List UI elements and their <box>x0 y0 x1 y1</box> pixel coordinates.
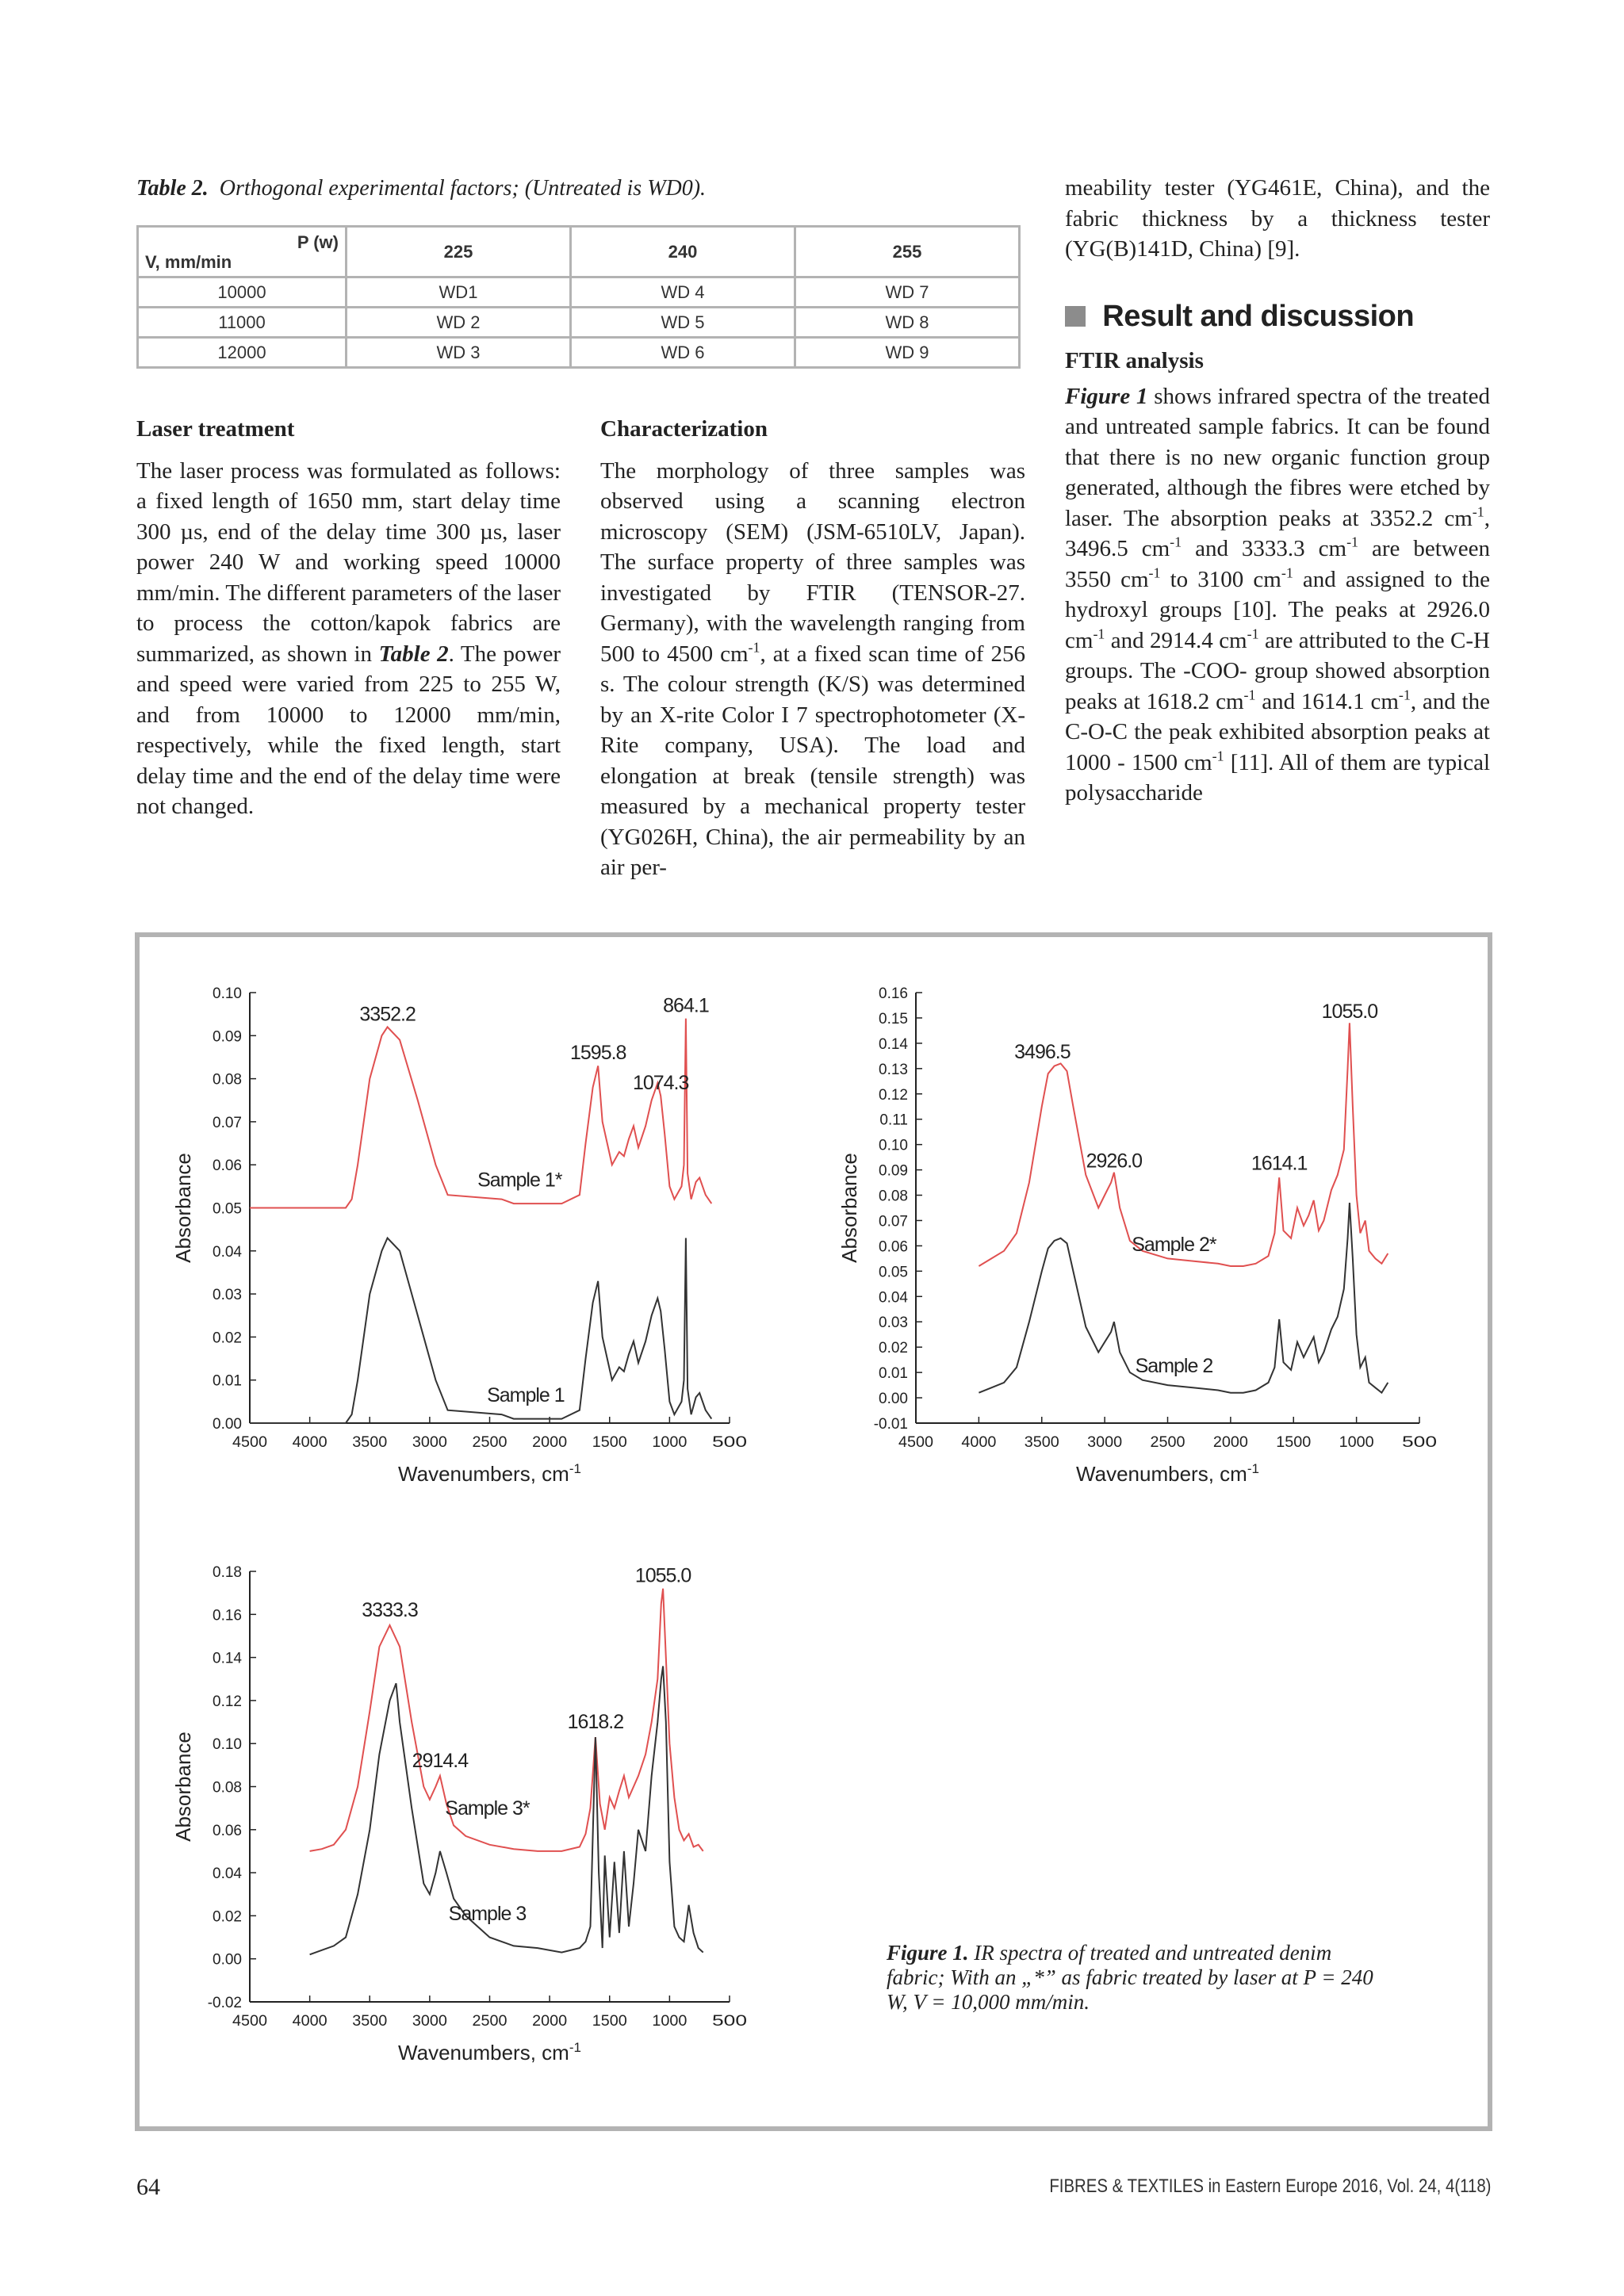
peak-label: Sample 1* <box>477 1169 562 1192</box>
table2-caption <box>136 176 706 201</box>
y-tick-label: 0.10 <box>879 1137 908 1154</box>
peak-label: Sample 3 <box>448 1902 527 1925</box>
peak-label: 1618.2 <box>567 1711 624 1734</box>
y-tick-label: 0.00 <box>213 1951 242 1969</box>
characterization-heading: Characterization <box>600 416 768 442</box>
y-tick-label: 0.10 <box>213 1736 242 1754</box>
x-tick-label: 1500 <box>592 1434 627 1451</box>
x-axis-label-sup: -1 <box>569 1461 581 1476</box>
y-tick-label: 0.06 <box>879 1238 908 1256</box>
y-tick-label: 0.16 <box>879 985 908 1002</box>
x-tick-label: 3000 <box>1087 1434 1123 1451</box>
table2-cell: WD 6 <box>571 338 795 368</box>
x-tick-label: 3000 <box>412 2013 447 2030</box>
x-tick-label: 4500 <box>232 2013 267 2030</box>
y-tick-label: 0.08 <box>213 1779 242 1797</box>
peak-label: Sample 2 <box>1135 1355 1213 1378</box>
x-tick-label: 2000 <box>532 1434 568 1451</box>
y-tick-label: 0.08 <box>879 1188 908 1205</box>
x-tick-label: 2500 <box>1150 1434 1185 1451</box>
y-tick-label: 0.00 <box>213 1416 242 1433</box>
y-tick-label: 0.01 <box>213 1372 242 1390</box>
y-tick-label: 0.03 <box>879 1314 908 1332</box>
y-tick-label: 0.03 <box>213 1287 242 1304</box>
table2-cell: WD 3 <box>347 338 571 368</box>
y-tick-label: 0.07 <box>213 1114 242 1131</box>
table2-cell: WD 5 <box>571 308 795 338</box>
y-tick-label: -0.02 <box>207 1995 242 2011</box>
y-tick-label: 0.01 <box>879 1365 908 1383</box>
ftir-paragraph: Figure 1 shows infrared spectra of the treated and untreated sample fabrics. It can be found that there is no new organic function group generated, although the fibres were etched by laser. The absorption peaks at 3352.2 $cm^{-1}$, 3496.5 $cm^{-1}$ and 3333.3 $cm^{-1}$ are between 3550 $cm^{-1}$ to 3100 $cm^{-1}$ and assigned to the hydroxyl groups [10]. The peaks at 2926.0 $cm^{-1}$ and 2914.4 $cm^{-1}$ are attributed to the C-H groups. The -COO- group showed absorption peaks at 1618.2 $cm^{-1}$ and 1614.1 $cm^{-1}$, and the C-O-C the peak exhibited absorption peaks at 1000 - 1500 $cm^{-1}$ [11]. All of them are typical polysaccharide <box>1065 383 1491 806</box>
y-tick-label: 0.18 <box>213 1564 242 1581</box>
peak-label: Sample 3* <box>445 1797 530 1820</box>
x-tick-label: 4000 <box>292 1434 327 1451</box>
table2-cell: WD 7 <box>795 277 1020 308</box>
y-tick-label: 0.14 <box>879 1035 908 1053</box>
journal-footer: FIBRES & TEXTILES in Eastern Europe 2016, Vol. 24, 4(118) <box>1048 2175 1491 2197</box>
peak-label: 3352.2 <box>359 1003 416 1026</box>
peak-label: 1055.0 <box>1321 1000 1378 1023</box>
peak-label: Sample 2* <box>1132 1233 1216 1256</box>
y-tick-label: 0.06 <box>213 1822 242 1839</box>
right-column <box>1065 173 1490 809</box>
y-tick-label: 0.11 <box>879 1112 908 1129</box>
table2-ref: Table 2 <box>378 641 449 667</box>
y-tick-label: 0.07 <box>879 1213 908 1230</box>
x-tick-label: 4500 <box>232 1434 267 1451</box>
x-tick-label: 3500 <box>352 2013 388 2030</box>
y-axis-label: Absorbance <box>171 1153 195 1263</box>
x-tick-label: 1000 <box>652 1434 688 1451</box>
x-tick-label: 1500 <box>1276 1434 1312 1451</box>
laser-paragraph: The laser process was formulated as follows: a fixed length of 1650 mm, start delay time 300 µs, end of the delay time 300 µs, laser power 240 W and working speed 10000 mm/min. The different parameters of the laser to process the cotton/kapok fabrics are summarized, as shown in Table 2. The power and speed were varied from 225 to 255 W, and from 10000 to 12000 mm/min, respectively, while the fixed length, start delay time and the end of the delay time were not changed. <box>136 457 561 819</box>
table2-cell: WD 2 <box>347 308 571 338</box>
x-tick-label: 4500 <box>898 1434 933 1451</box>
y-tick-label: 0.09 <box>879 1162 908 1180</box>
figure1-caption-text: IR spectra of treated and untreated denim fabric; With an „*” as fabric treated by laser at P = 240 W, V = 10,000 mm/min. <box>887 1941 1373 2014</box>
table2-cell: WD 4 <box>571 277 795 308</box>
y-tick-label: 0.00 <box>879 1391 908 1408</box>
table2-power-255: 255 <box>795 227 1020 277</box>
table2-corner <box>138 227 347 277</box>
x-tick-label: 4000 <box>292 2013 327 2030</box>
ftir-heading: FTIR analysis <box>1065 348 1204 374</box>
table2-cell: WD 9 <box>795 338 1020 368</box>
table-row <box>138 338 1020 368</box>
x-axis-label: Wavenumbers, $cm^{-1}$ <box>1076 1461 1259 1486</box>
laser-section <box>136 414 561 822</box>
peak-label: 2926.0 <box>1086 1150 1143 1173</box>
x-tick-label: 1000 <box>1339 1434 1374 1451</box>
corner-power-label: P (w) <box>297 232 339 252</box>
figure1-caption <box>887 1941 1394 2015</box>
y-tick-label: 0.12 <box>879 1086 908 1104</box>
y-tick-label: 0.05 <box>879 1264 908 1281</box>
y-tick-label: 0.04 <box>213 1866 242 1883</box>
y-tick-label: 0.10 <box>213 985 242 1002</box>
table2-caption-text: Orthogonal experimental factors; (Untreated is WD0). <box>219 176 707 201</box>
peak-label: 1074.3 <box>632 1072 689 1095</box>
y-tick-label: 0.09 <box>213 1028 242 1046</box>
y-tick-label: 0.16 <box>213 1607 242 1624</box>
table2-cell: WD1 <box>347 277 571 308</box>
table2-speed: 12000 <box>138 338 347 368</box>
y-tick-label: 0.08 <box>213 1071 242 1089</box>
x-tick-label: 2000 <box>1212 1434 1248 1451</box>
y-axis-label: Absorbance <box>171 1732 195 1842</box>
y-tick-label: 0.06 <box>213 1158 242 1175</box>
x-tick-label: 3000 <box>412 1434 447 1451</box>
characterization-section <box>600 414 1025 883</box>
characterization-paragraph: The morphology of three samples was observed using a scanning electron microscopy (SEM) (JSM-6510LV, Japan). The surface property of three samples was investigated by FTIR (TENSOR-27. Germany), with the wavelength ranging from 500 to 4500 $cm^{-1}$, at a fixed scan time of 256 s. The colour strength (K/S) was determined by an X-rite Color I 7 spectrophotometer (X-Rite company, USA). The load and elongation at break (tensile strength) was measured by a mechanical property tester (YG026H, China), the air permeability by an air per- <box>600 457 1025 880</box>
y-tick-label: 0.04 <box>213 1243 242 1261</box>
chart-2 <box>825 975 1451 1514</box>
section-title: Result and discussion <box>1102 299 1415 333</box>
x-axis-label: Wavenumbers, $cm^{-1}$ <box>398 2040 581 2064</box>
figure1-ref: Figure 1 <box>1065 383 1148 409</box>
x-tick-label: 1500 <box>592 2013 627 2030</box>
y-tick-label: 0.04 <box>879 1289 908 1307</box>
table2-power-240: 240 <box>571 227 795 277</box>
page-number: 64 <box>136 2174 160 2200</box>
chart-3 <box>159 1554 761 2093</box>
peak-label: 1595.8 <box>569 1042 626 1065</box>
x-tick-label: 1000 <box>652 2013 688 2030</box>
result-discussion-heading <box>1065 300 1490 332</box>
peak-label: 1055.0 <box>634 1564 691 1587</box>
y-tick-label: 0.05 <box>213 1200 242 1218</box>
x-tick-label: 500 <box>1402 1434 1437 1451</box>
figure1-caption-label: Figure 1. <box>887 1941 969 1965</box>
chart-1 <box>159 975 761 1514</box>
x-axis-label-sup: -1 <box>569 2040 581 2055</box>
table2 <box>136 225 1021 369</box>
table2-speed: 10000 <box>138 277 347 308</box>
peak-label: Sample 1 <box>487 1383 565 1406</box>
peak-label: 2914.4 <box>412 1750 469 1773</box>
table-row <box>138 277 1020 308</box>
corner-speed-label: V, mm/min <box>145 252 232 272</box>
peak-label: 1614.1 <box>1251 1152 1308 1175</box>
y-tick-label: 0.15 <box>879 1010 908 1027</box>
table-row <box>138 308 1020 338</box>
y-tick-label: 0.14 <box>213 1650 242 1667</box>
x-tick-label: 2000 <box>532 2013 568 2030</box>
x-tick-label: 4000 <box>961 1434 997 1451</box>
x-tick-label: 3500 <box>1024 1434 1059 1451</box>
laser-heading: Laser treatment <box>136 416 295 442</box>
y-tick-label: 0.02 <box>213 1330 242 1347</box>
peak-label: 3496.5 <box>1014 1041 1071 1064</box>
right-column-continuation: meability tester (YG461E, China), and the fabric thickness by a thickness tester (YG(B)141D, China) [9]. <box>1065 175 1490 262</box>
table2-cell: WD 8 <box>795 308 1020 338</box>
y-tick-label: 0.02 <box>879 1340 908 1357</box>
untreated-spectrum-line <box>250 1238 711 1424</box>
y-tick-label: 0.02 <box>213 1908 242 1926</box>
y-axis-label: Absorbance <box>837 1153 861 1263</box>
y-tick-label: 0.13 <box>879 1061 908 1078</box>
table2-speed: 11000 <box>138 308 347 338</box>
square-bullet-icon <box>1065 306 1086 327</box>
y-tick-label: -0.01 <box>873 1416 908 1433</box>
x-axis-label-sup: -1 <box>1247 1461 1259 1476</box>
table2-caption-label: Table 2. <box>136 176 209 201</box>
x-axis-label: Wavenumbers, $cm^{-1}$ <box>398 1461 581 1486</box>
peak-label: 3333.3 <box>362 1599 418 1622</box>
y-tick-label: 0.12 <box>213 1693 242 1710</box>
x-tick-label: 2500 <box>472 1434 508 1451</box>
x-tick-label: 500 <box>712 2013 747 2030</box>
peak-label: 864.1 <box>663 994 709 1017</box>
x-tick-label: 3500 <box>352 1434 388 1451</box>
x-tick-label: 500 <box>712 1434 747 1451</box>
x-tick-label: 2500 <box>472 2013 508 2030</box>
table2-power-225: 225 <box>347 227 571 277</box>
